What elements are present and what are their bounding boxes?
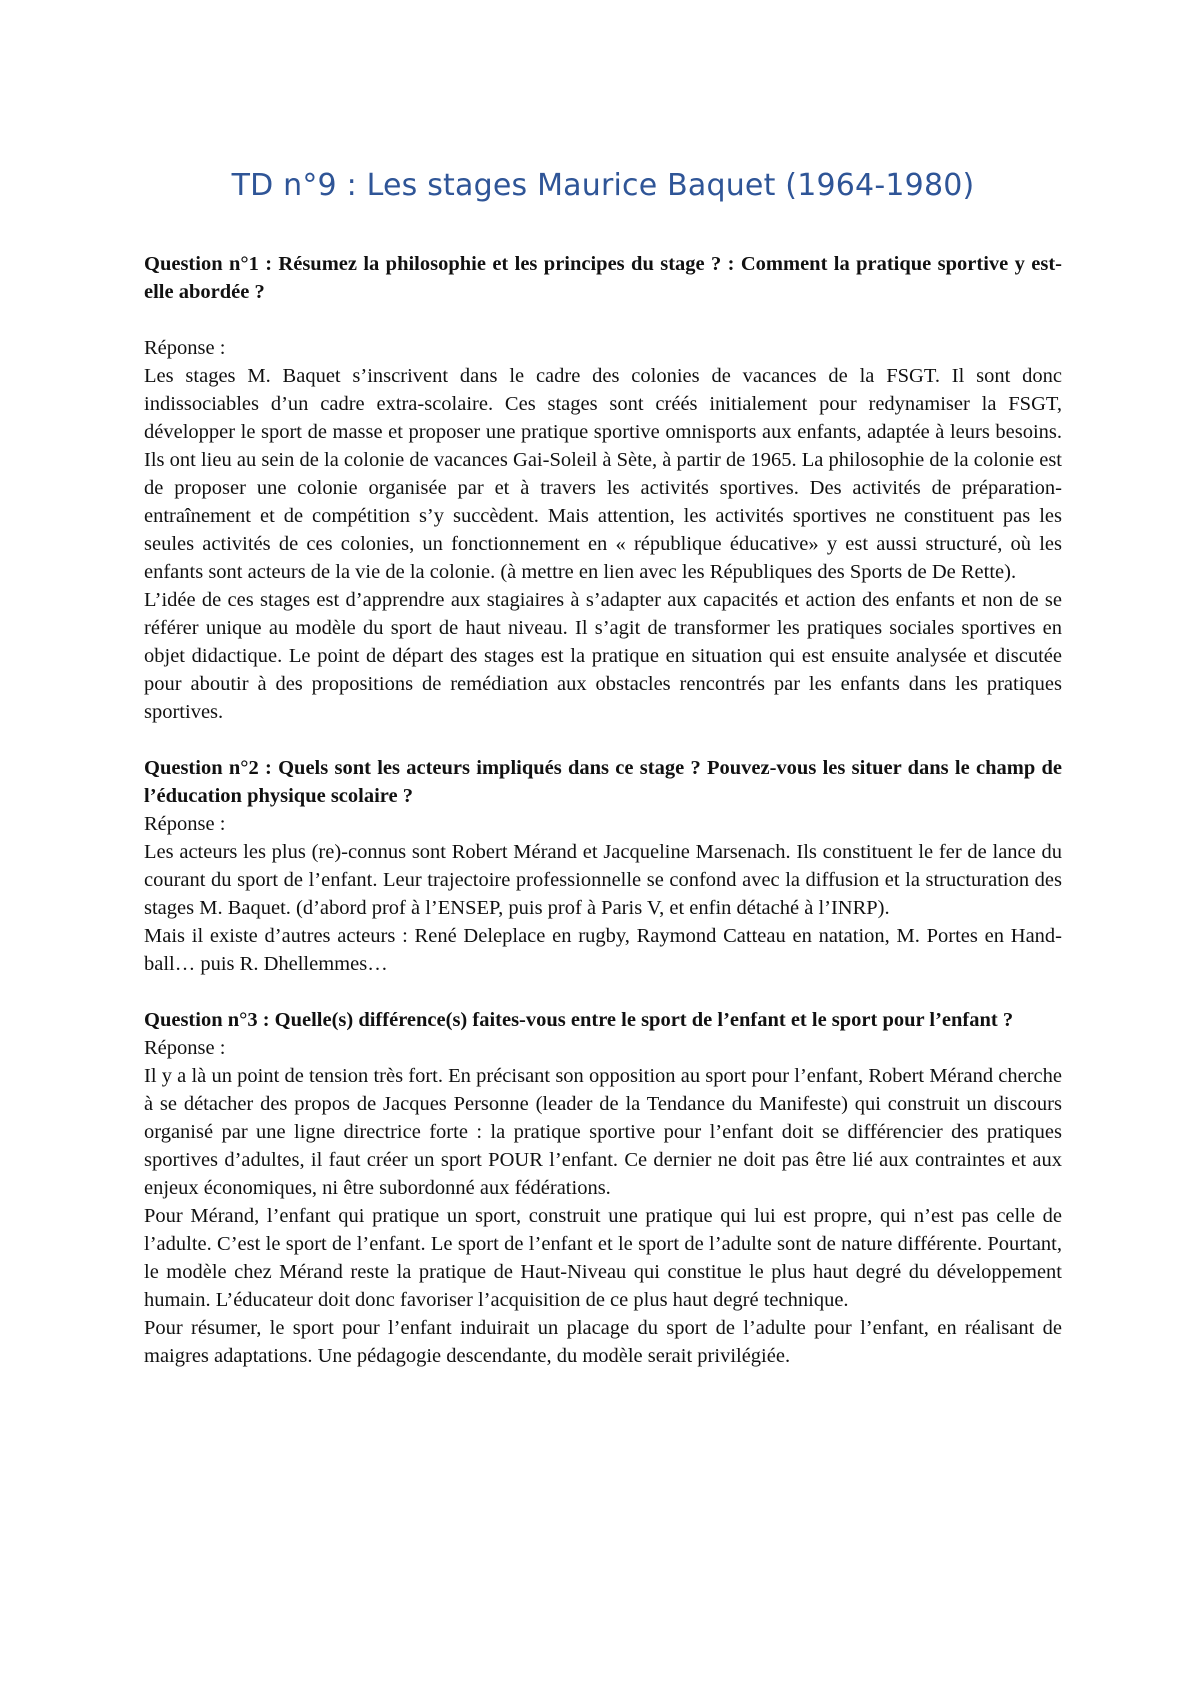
- answer-3-paragraph-2: Pour Mérand, l’enfant qui pratique un sport, construit une pratique qui lui est propre, qui n’est pas celle de l’adulte. C’est le sport de l’enfant. Le sport de l’enfant et le sport de l’adulte sont de nature différente. Pourtant, le modèle chez Mérand reste la pratique de Haut-Niveau qui constitue le plus haut degré du développement humain. L’éducateur doit donc favoriser l’acquisition de ce plus haut degré technique.: [144, 1205, 1062, 1311]
- answer-2-label: Réponse :: [144, 813, 226, 835]
- answer-3-label: Réponse :: [144, 1037, 226, 1059]
- answer-1-paragraph-1: Les stages M. Baquet s’inscrivent dans le cadre des colonies de vacances de la FSGT. Il sont donc indissociables d’un cadre extra-scolaire. Ces stages sont créés initialement pour redynamiser la FSGT, développer le sport de masse et proposer une pratique sportive omnisports aux enfants, adaptée à leurs besoins. Ils ont lieu au sein de la colonie de vacances Gai-Soleil à Sète, à partir de 1965. La philosophie de la colonie est de proposer une colonie organisée par et à travers les activités sportives. Des activités de préparation-entraînement et de compétition s’y succèdent. Mais attention, les activités sportives ne constituent pas les seules activités de ces colonies, un fonctionnement en « république éducative» y est aussi structuré, où les enfants sont acteurs de la vie de la colonie. (à mettre en lien avec les Républiques des Sports de De Rette).: [144, 365, 1062, 583]
- answer-1-paragraph-2: L’idée de ces stages est d’apprendre aux stagiaires à s’adapter aux capacités et action des enfants et non de se référer unique au modèle du sport de haut niveau. Il s’agit de transformer les pratiques sociales sportives en objet didactique. Le point de départ des stages est la pratique en situation qui est ensuite analysée et discutée pour aboutir à des propositions de remédiation aux obstacles rencontrés par les enfants dans les pratiques sportives.: [144, 589, 1062, 723]
- document-page: [144, 0, 1062, 1370]
- document-title: TD n°9 : Les stages Maurice Baquet (1964-1980): [231, 168, 975, 203]
- answer-2-paragraph-2: Mais il existe d’autres acteurs : René Deleplace en rugby, Raymond Catteau en natation, M. Portes en Hand-ball… puis R. Dhellemmes…: [144, 925, 1062, 975]
- section-question-3: [144, 1006, 1062, 1370]
- question-2-heading: Question n°2 : Quels sont les acteurs impliqués dans ce stage ? Pouvez-vous les situer dans le champ de l’éducation physique scolaire ?: [144, 757, 1062, 807]
- answer-3-paragraph-3: Pour résumer, le sport pour l’enfant induirait un placage du sport de l’adulte pour l’enfant, en réalisant de maigres adaptations. Une pédagogie descendante, du modèle serait privilégiée.: [144, 1317, 1062, 1367]
- question-1-heading: Question n°1 : Résumez la philosophie et les principes du stage ? : Comment la pratique sportive y est-elle abordée ?: [144, 253, 1062, 303]
- answer-2-paragraph-1: Les acteurs les plus (re)-connus sont Robert Mérand et Jacqueline Marsenach. Ils constituent le fer de lance du courant du sport de l’enfant. Leur trajectoire professionnelle se confond avec la diffusion et la structuration des stages M. Baquet. (d’abord prof à l’ENSEP, puis prof à Paris V, et enfin détaché à l’INRP).: [144, 841, 1062, 919]
- section-question-1: [144, 250, 1062, 726]
- question-3-heading: Question n°3 : Quelle(s) différence(s) faites-vous entre le sport de l’enfant et le sport pour l’enfant ?: [144, 1009, 1014, 1031]
- section-question-2: [144, 754, 1062, 978]
- answer-1-label: Réponse :: [144, 337, 226, 359]
- answer-3-paragraph-1: Il y a là un point de tension très fort. En précisant son opposition au sport pour l’enfant, Robert Mérand cherche à se détacher des propos de Jacques Personne (leader de la Tendance du Manifeste) qui construit un discours organisé par une ligne directrice forte : la pratique sportive pour l’enfant doit se différencier des pratiques sportives d’adultes, il faut créer un sport POUR l’enfant. Ce dernier ne doit pas être lié aux contraintes et aux enjeux économiques, ni être subordonné aux fédérations.: [144, 1065, 1062, 1199]
